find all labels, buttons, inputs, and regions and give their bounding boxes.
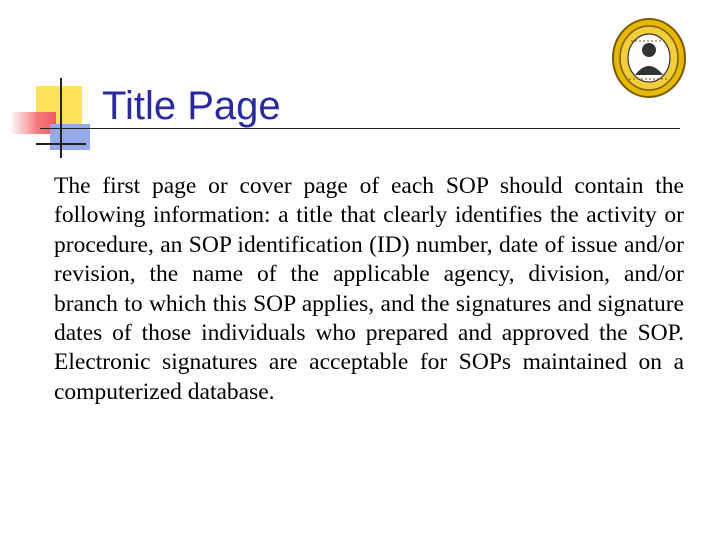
short-accent-line: [36, 143, 86, 145]
university-seal-icon: [611, 17, 687, 99]
slide-title: Title Page: [102, 84, 281, 128]
title-underline: [40, 128, 680, 129]
vertical-accent-line: [60, 78, 62, 158]
slide-body-text: The first page or cover page of each SOP should contain the following information: a title that clearly identifies the activity or procedure, an SOP identification (ID) number, date of issue and/or revision, the name of the applicable agency, division, and/or branch to which this SOP applies, and the signatures and signature dates of those individuals who prepared and approved the SOP. Electronic signatures are acceptable for SOPs maintained on a computerized database.: [54, 173, 684, 405]
